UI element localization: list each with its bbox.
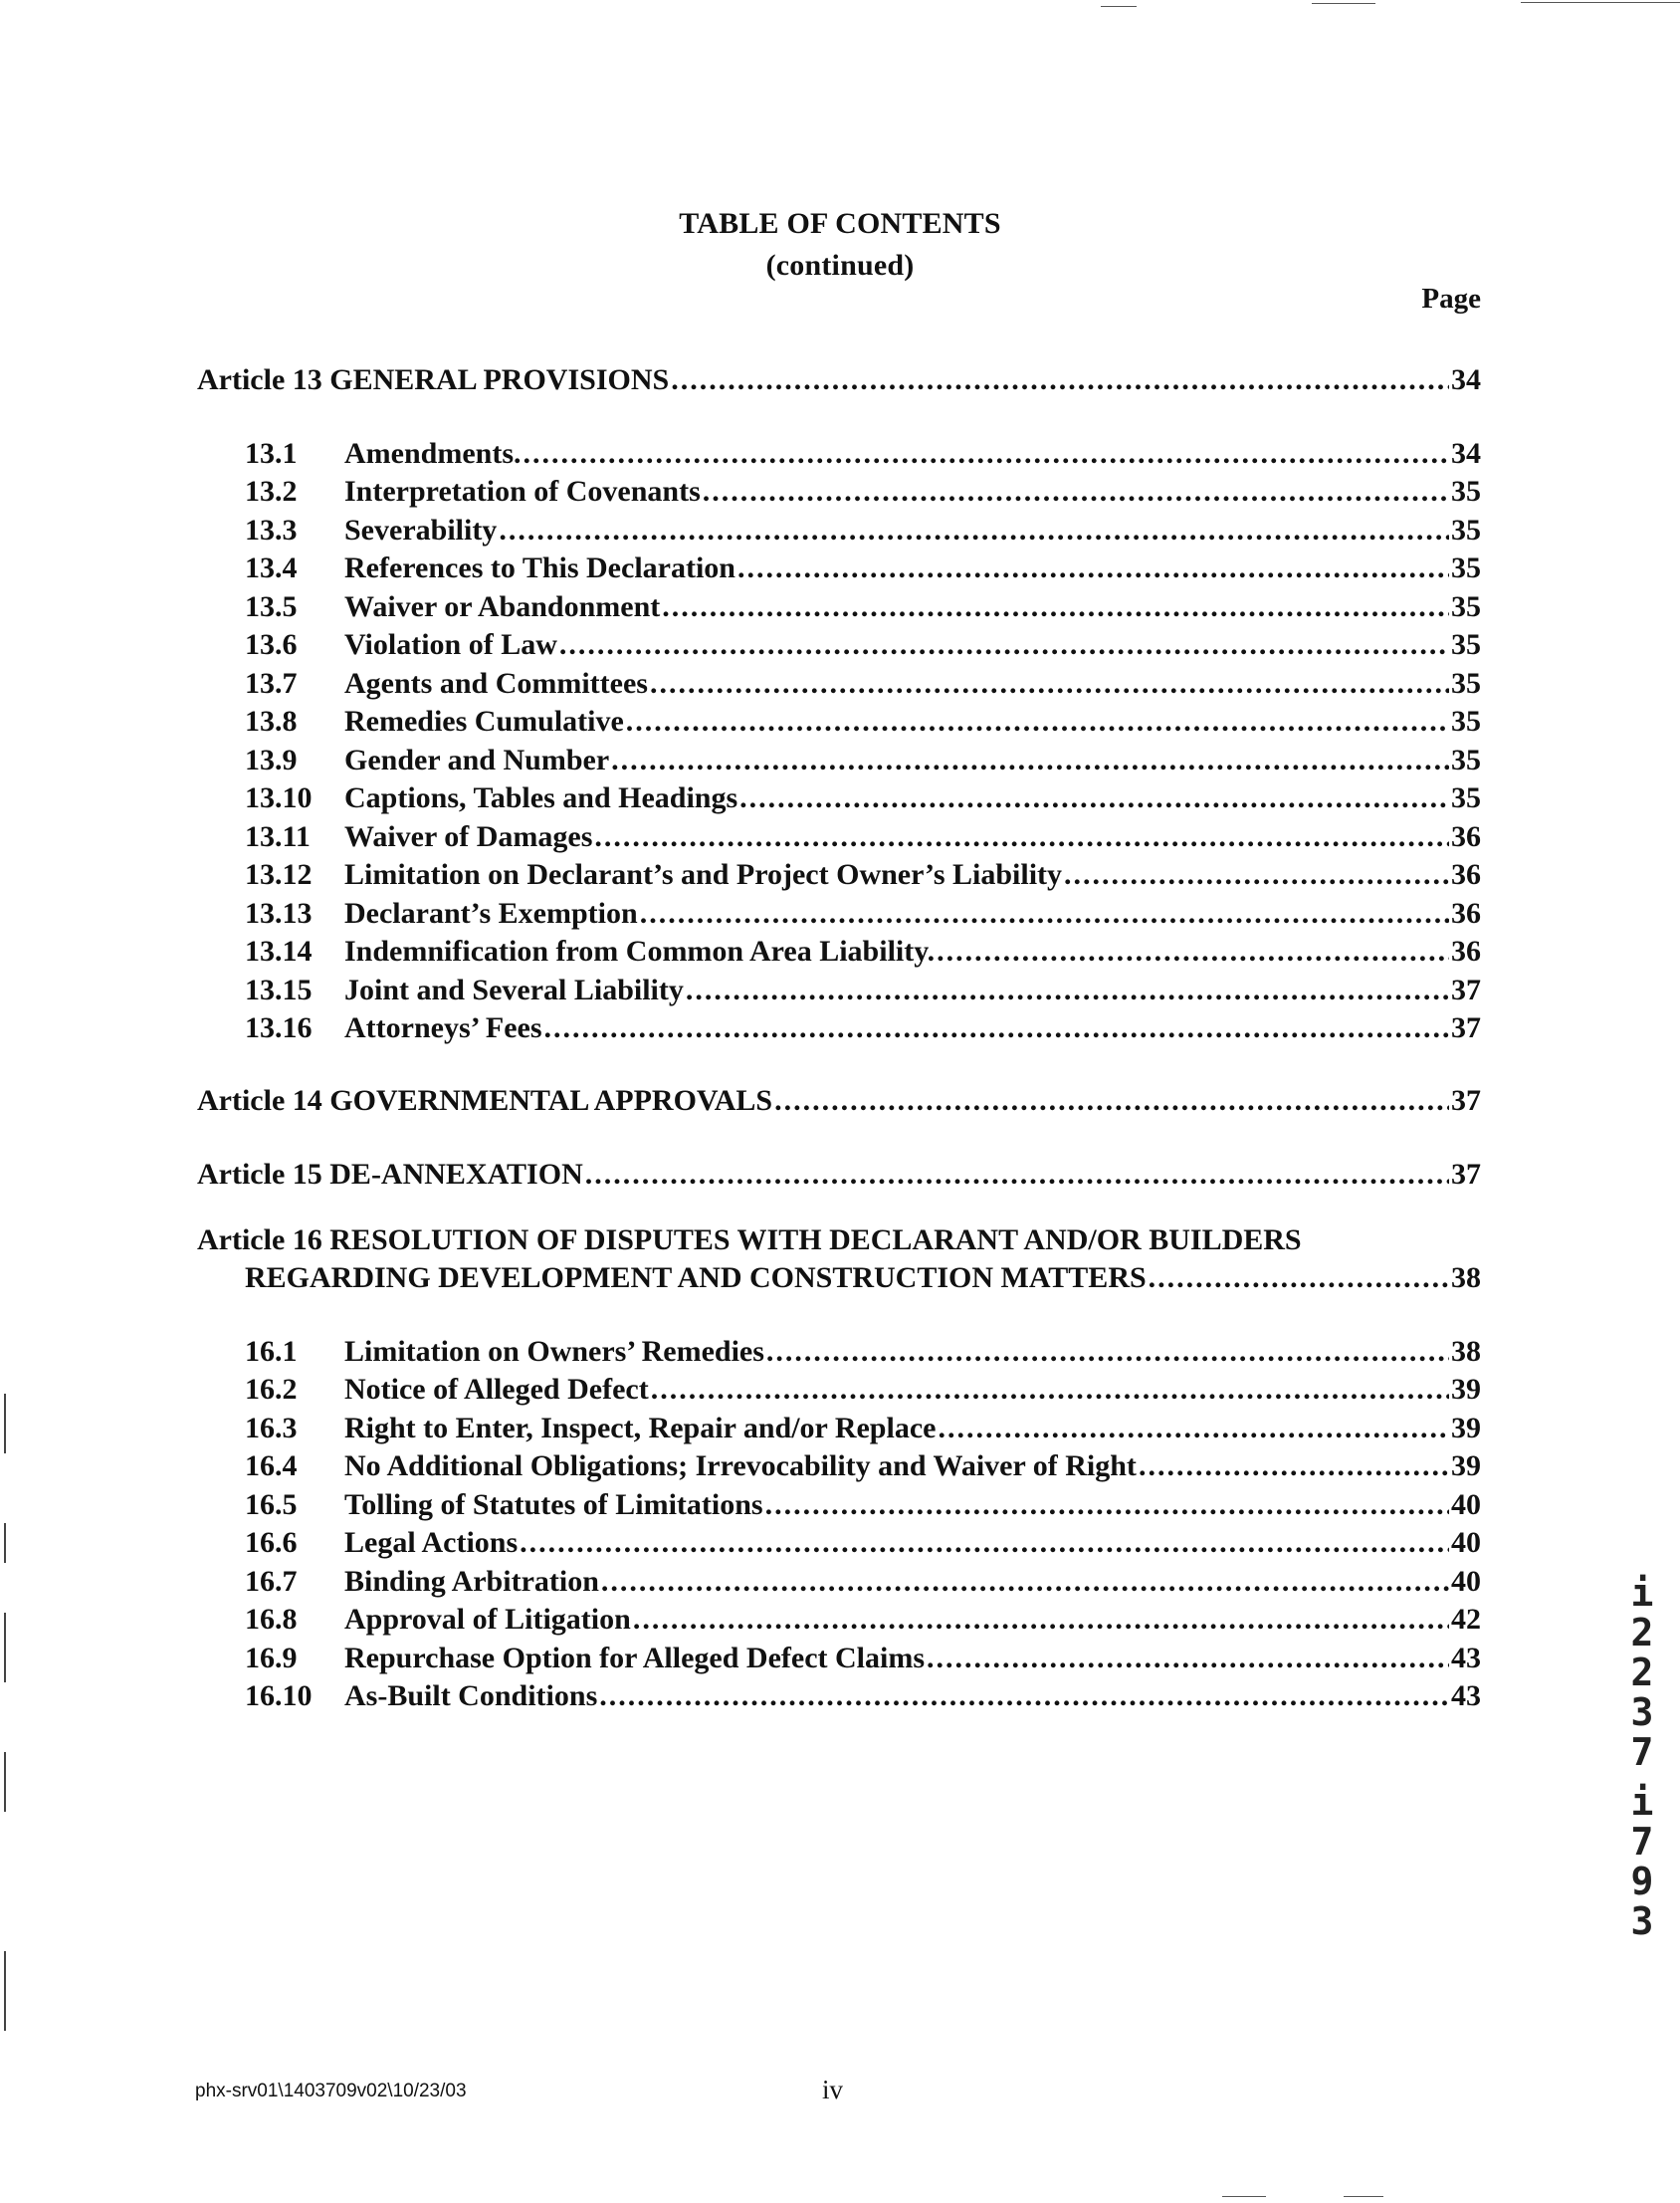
section-label: Amendments. [344,437,522,470]
section-number: 16.10 [245,1679,313,1712]
toc-section-16-9[interactable] [245,1641,1481,1676]
toc-title: TABLE OF CONTENTS [679,207,1001,240]
dot-leader [544,1010,1449,1046]
section-page: 36 [1451,935,1481,968]
section-label: Waiver or Abandonment [344,590,661,623]
toc-section-13-6[interactable] [245,627,1481,663]
section-number: 16.6 [245,1526,298,1559]
section-page: 39 [1451,1412,1481,1444]
section-label: Approval of Litigation [344,1603,631,1636]
toc-article-15[interactable] [197,1157,1481,1193]
section-page: 40 [1451,1488,1481,1521]
dot-leader [927,1641,1449,1676]
section-label: Indemnification from Common Area Liability. [344,935,936,968]
section-number: 13.16 [245,1011,313,1044]
section-number: 13.11 [245,820,311,853]
section-page: 43 [1451,1679,1481,1712]
toc-section-16-3[interactable] [245,1411,1481,1446]
toc-section-13-11[interactable] [245,819,1481,855]
toc-section-13-14[interactable] [245,934,1481,970]
stamp-character: 9 [1630,1860,1654,1903]
toc-section-16-8[interactable] [245,1602,1481,1638]
section-page: 37 [1451,1011,1481,1044]
section-number: 16.1 [245,1335,298,1368]
section-page: 35 [1451,590,1481,623]
scan-artifact-left-2 [4,1523,6,1563]
section-page: 36 [1451,820,1481,853]
section-label: Captions, Tables and Headings [344,781,738,814]
section-number: 13.3 [245,514,298,547]
dot-leader [739,780,1449,816]
dot-leader [599,1678,1449,1714]
article-page: 37 [1451,1084,1481,1117]
scan-artifact-bottom-1 [1222,2196,1266,2197]
footer-page-number: iv [822,2075,844,2104]
dot-leader [499,513,1449,549]
section-label: Limitation on Declarant’s and Project Owner’s Liability [344,858,1063,891]
section-number: 13.10 [245,781,313,814]
section-number: 13.4 [245,551,298,584]
toc-section-16-7[interactable] [245,1564,1481,1600]
section-page: 35 [1451,514,1481,547]
article-page: 37 [1451,1158,1481,1191]
section-page: 35 [1451,781,1481,814]
section-label: No Additional Obligations; Irrevocability and Waiver of Right [344,1449,1137,1482]
section-page: 36 [1451,897,1481,930]
dot-leader [703,474,1449,510]
toc-section-13-13[interactable] [245,896,1481,932]
dot-leader [1064,857,1449,893]
section-page: 35 [1451,667,1481,700]
toc-article-16-line1[interactable]: Article 16 RESOLUTION OF DISPUTES WITH DECLARANT AND/OR BUILDERS [197,1223,1302,1256]
toc-section-16-5[interactable] [245,1487,1481,1523]
section-page: 37 [1451,974,1481,1006]
dot-leader [651,1372,1449,1408]
section-number: 16.5 [245,1488,298,1521]
section-number: 13.15 [245,974,313,1006]
dot-leader [601,1564,1449,1600]
section-page: 35 [1451,551,1481,584]
section-number: 13.6 [245,628,298,661]
scan-artifact-top-1 [1101,6,1137,7]
section-label: Interpretation of Covenants [344,475,701,508]
article-label: Article 14 GOVERNMENTAL APPROVALS [197,1084,773,1117]
section-label: Notice of Alleged Defect [344,1373,649,1406]
toc-section-13-2[interactable] [245,474,1481,510]
article-label-line2: REGARDING DEVELOPMENT AND CONSTRUCTION MATTERS [245,1261,1147,1294]
section-label: Tolling of Statutes of Limitations [344,1488,763,1521]
dot-leader [611,743,1449,778]
scan-artifact-left-5 [4,1951,6,2031]
section-number: 13.5 [245,590,298,623]
section-number: 13.13 [245,897,313,930]
toc-section-13-16[interactable] [245,1010,1481,1046]
section-page: 36 [1451,858,1481,891]
dot-leader [585,1157,1449,1193]
section-label: As-Built Conditions [344,1679,598,1712]
section-number: 16.3 [245,1412,298,1444]
dot-leader [1149,1260,1449,1296]
toc-section-13-10[interactable] [245,780,1481,816]
section-number: 13.7 [245,667,298,700]
section-label: Limitation on Owners’ Remedies [344,1335,764,1368]
dot-leader [640,896,1449,932]
section-label: Attorneys’ Fees [344,1011,542,1044]
section-number: 13.8 [245,705,298,738]
section-page: 39 [1451,1373,1481,1406]
toc-section-13-8[interactable] [245,704,1481,740]
section-number: 13.2 [245,475,298,508]
section-label: Gender and Number [344,744,610,776]
toc-section-13-5[interactable] [245,589,1481,625]
dot-leader [737,551,1449,586]
toc-article-13[interactable] [197,362,1481,398]
section-label: Joint and Several Liability [344,974,684,1006]
footer-document-id: phx-srv01\1403709v02\10/23/03 [195,2081,467,2101]
section-label: Waiver of Damages [344,820,593,853]
toc-section-16-2[interactable] [245,1372,1481,1408]
section-number: 13.14 [245,935,313,968]
section-number: 16.2 [245,1373,298,1406]
dot-leader [594,819,1449,855]
margin-recording-stamp-2 [1622,1782,1662,1941]
toc-section-16-6[interactable] [245,1525,1481,1561]
toc-section-13-3[interactable] [245,513,1481,549]
toc-section-13-15[interactable] [245,973,1481,1008]
toc-section-16-1[interactable] [245,1334,1481,1370]
section-page: 38 [1451,1335,1481,1368]
dot-leader [671,362,1449,398]
dot-leader [766,1334,1449,1370]
scan-artifact-left-1 [4,1394,6,1453]
dot-leader [662,589,1449,625]
section-label: Declarant’s Exemption [344,897,638,930]
section-number: 16.7 [245,1565,298,1598]
section-label: Remedies Cumulative [344,705,624,738]
stamp-character: 7 [1630,1730,1654,1774]
dot-leader [1139,1448,1449,1484]
toc-section-13-7[interactable] [245,666,1481,702]
section-number: 13.12 [245,858,313,891]
stamp-character: 3 [1630,1690,1654,1734]
section-label: Binding Arbitration [344,1565,599,1598]
stamp-character: 2 [1630,1651,1654,1694]
dot-leader [559,627,1449,663]
section-label: Severability [344,514,498,547]
toc-section-16-4[interactable] [245,1448,1481,1484]
section-page: 35 [1451,628,1481,661]
section-label: Agents and Committees [344,667,648,700]
scan-artifact-top-3 [1521,2,1680,3]
scan-artifact-bottom-2 [1344,2196,1383,2197]
dot-leader [633,1602,1449,1638]
toc-article-16[interactable] [245,1260,1481,1296]
dot-leader [626,704,1449,740]
article-label: Article 13 GENERAL PROVISIONS [197,363,670,396]
section-number: 16.4 [245,1449,298,1482]
scan-artifact-left-4 [4,1752,6,1812]
scan-artifact-left-3 [4,1613,6,1682]
section-page: 40 [1451,1565,1481,1598]
toc-section-13-1[interactable] [245,436,1481,472]
section-page: 35 [1451,475,1481,508]
dot-leader [765,1487,1449,1523]
section-page: 34 [1451,437,1481,470]
toc-article-14[interactable] [197,1083,1481,1119]
toc-section-13-9[interactable] [245,743,1481,778]
section-number: 13.1 [245,437,298,470]
section-label: Legal Actions [344,1526,519,1559]
stamp-character: i [1630,1780,1654,1824]
stamp-character: 3 [1630,1899,1654,1943]
dot-leader [524,436,1450,472]
article-label: Article 15 DE-ANNEXATION [197,1158,583,1191]
stamp-character: i [1630,1571,1654,1615]
section-page: 40 [1451,1526,1481,1559]
section-page: 35 [1451,744,1481,776]
stamp-character: 2 [1630,1611,1654,1654]
dot-leader [520,1525,1449,1561]
toc-section-13-12[interactable] [245,857,1481,893]
section-label: Right to Enter, Inspect, Repair and/or Replace [344,1412,937,1444]
section-label: Violation of Law [344,628,557,661]
page-column-header: Page [1421,283,1481,315]
section-number: 16.9 [245,1642,298,1674]
dot-leader [686,973,1449,1008]
margin-recording-stamp-1 [1622,1573,1662,1772]
stamp-character: 7 [1630,1820,1654,1864]
section-label: References to This Declaration [344,551,735,584]
dot-leader [650,666,1449,702]
section-page: 42 [1451,1603,1481,1636]
toc-subtitle: (continued) [765,249,915,282]
toc-section-16-10[interactable] [245,1678,1481,1714]
section-page: 39 [1451,1449,1481,1482]
article-page: 38 [1451,1261,1481,1294]
dot-leader [774,1083,1449,1119]
dot-leader [938,1411,1449,1446]
section-page: 35 [1451,705,1481,738]
article-page: 34 [1451,363,1481,396]
section-number: 16.8 [245,1603,298,1636]
section-label: Repurchase Option for Alleged Defect Claims [344,1642,925,1674]
scan-artifact-top-2 [1312,3,1375,4]
toc-section-13-4[interactable] [245,551,1481,586]
dot-leader [937,934,1449,970]
section-page: 43 [1451,1642,1481,1674]
section-number: 13.9 [245,744,298,776]
